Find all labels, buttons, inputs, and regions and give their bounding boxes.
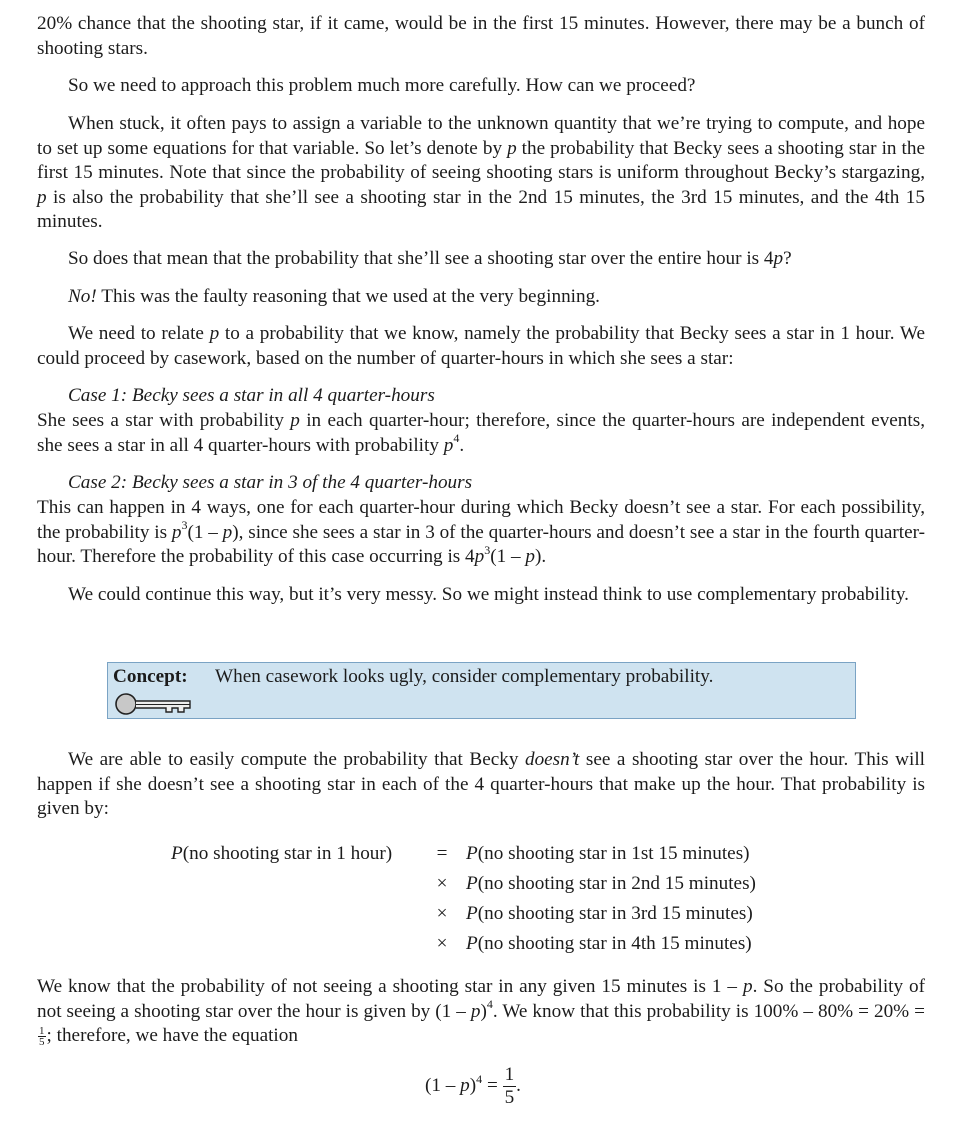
case-1-title: Case 1: Becky sees a star in all 4 quarter-hours — [68, 385, 435, 406]
exponent: 3 — [181, 518, 188, 533]
paragraph-intro-continued: 20% chance that the shooting star, if it came, would be in the first 15 minutes. However, there may be a bunch of shooting stars. — [37, 13, 925, 59]
variable-p: p — [474, 546, 485, 567]
concept-box — [107, 662, 856, 719]
variable-p: p — [222, 521, 233, 543]
times-sign: × — [436, 933, 448, 954]
variable-p: p — [443, 434, 454, 456]
variable-p: p — [507, 137, 517, 159]
equation-row — [0, 900, 960, 928]
equation-term: P(no shooting star in 3rd 15 minutes) — [466, 903, 753, 924]
fraction-one-fifth: $\frac{1}{5}$ — [504, 1064, 515, 1108]
variable-p: p — [37, 186, 47, 208]
variable-p: p — [773, 248, 784, 269]
paragraph-complement: We are able to easily compute the probability that Becky doesn’t see a shooting star over the hour. This will happen if she doesn’t see a shooting star in each of the 4 quarter-hours that make up the hour. That probability is given by: — [37, 749, 925, 819]
equation-row — [0, 870, 960, 898]
paragraph-relate: We need to relate p to a probability that we know, namely the probability that Becky sees a star in 1 hour. We could proceed by casework, based on the number of quarter-hours in which she sees a star: — [37, 323, 925, 369]
case-2-body: This can happen in 4 ways, one for each quarter-hour during which Becky doesn’t see a star. For each possibility, the probability is $p^3(1 - p)$, since she sees a star in 3 of the quarter-hours and doesn’t see a star in the fourth quarter-hour. Therefore the probability of this case occurring is $4p^3(1 - p)$. — [37, 497, 926, 567]
times-sign: × — [436, 903, 448, 924]
paragraph-question: So does that mean that the probability that she’ll see a shooting star over the entire hour is 4p? — [68, 248, 792, 269]
exponent: 3 — [484, 542, 491, 557]
variable-p: p — [209, 323, 220, 344]
paragraph-messy: We could continue this way, but it’s very messy. So we might instead think to use complementary probability. — [68, 584, 909, 605]
equation-row — [0, 840, 960, 868]
equation-term: P(no shooting star in 1st 15 minutes) — [466, 843, 750, 864]
emphasis-no: No! — [68, 286, 97, 307]
variable-p: p — [742, 976, 753, 997]
emphasis-doesnt: doesn’t — [524, 749, 580, 770]
final-equation: (1 – p)$^4$ = $\frac{1}{5}$ . — [425, 1064, 521, 1108]
equation-term: P(no shooting star in 2nd 15 minutes) — [466, 873, 756, 894]
equation-row — [0, 930, 960, 958]
case-1-body: She sees a star with probability p in each quarter-hour; therefore, since the quarter-hours are independent events, she sees a star in all 4 quarter-hours with probability $p^4$. — [37, 410, 925, 456]
key-icon — [114, 692, 196, 716]
variable-p: p — [470, 1000, 481, 1022]
concept-text: When casework looks ugly, consider complementary probability. — [215, 666, 714, 687]
paragraph-approach: So we need to approach this problem much more carefully. How can we proceed? — [68, 75, 696, 96]
exponent: 4 — [453, 431, 460, 446]
fraction-one-fifth: $\frac{1}{5}$ — [39, 1025, 45, 1049]
paragraph-derive-equation: We know that the probability of not seeing a shooting star in any given 15 minutes is 1 – p. So the probability of not seeing a shooting star over the hour is given by (1 – p)$^4$. We know that this probability is 100% – 80% = 20% = $\frac{1}{5}$ ; therefore, we have the equation — [37, 976, 925, 1049]
times-sign: × — [436, 873, 448, 894]
paragraph-no: No! This was the faulty reasoning that we used at the very beginning. — [68, 286, 600, 307]
case-2-title: Case 2: Becky sees a star in 3 of the 4 quarter-hours — [68, 472, 473, 493]
equals-sign: = — [436, 843, 448, 864]
variable-p: p — [171, 521, 182, 543]
variable-p: p — [290, 410, 300, 431]
paragraph-assign-variable: When stuck, it often pays to assign a variable to the unknown quantity that we’re trying to compute, and hope to set up some equations for that variable. So let’s denote by p the probability that Becky sees a shooting star in the first 15 minutes. Note that since the probability of seeing shooting stars is uniform throughout Becky’s stargazing, p is also the probability that she’ll see a shooting star in the 2nd 15 minutes, the 3rd 15 minutes, and the 4th 15 minutes. — [37, 113, 925, 232]
concept-label: Concept: — [113, 666, 188, 687]
variable-p: p — [525, 546, 535, 567]
equation-term: P(no shooting star in 4th 15 minutes) — [466, 933, 752, 954]
exponent: 4 — [486, 997, 493, 1012]
equation-lhs: P(no shooting star in 1 hour) — [171, 843, 393, 864]
